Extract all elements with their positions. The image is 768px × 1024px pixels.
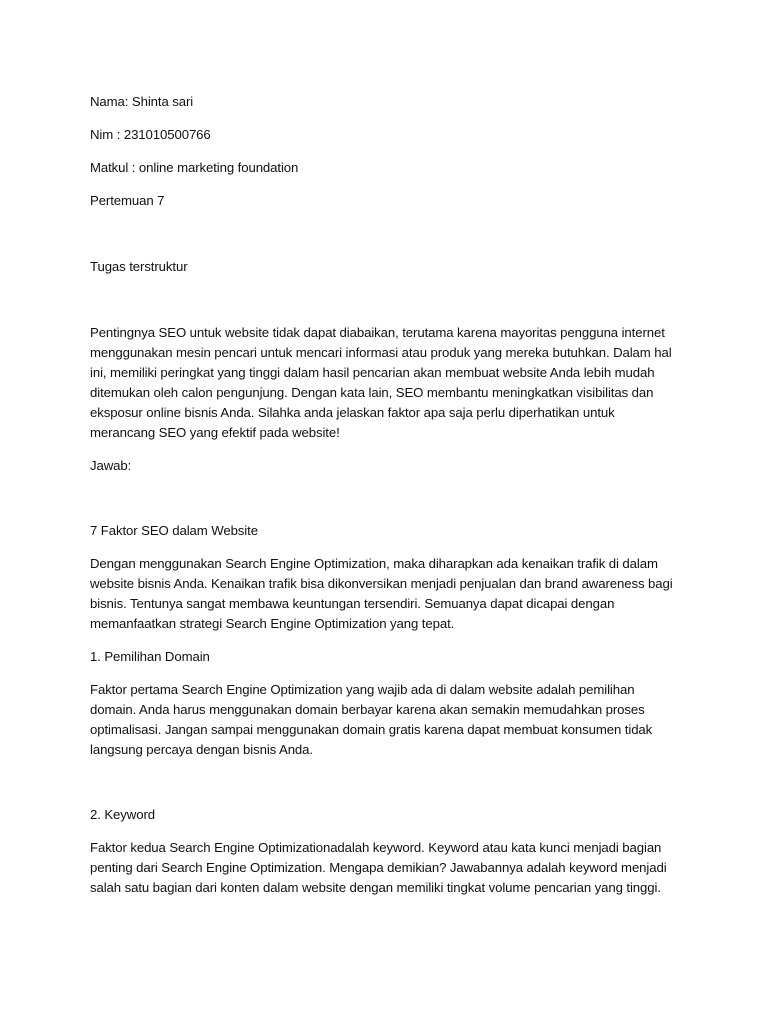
factor-1-body: Faktor pertama Search Engine Optimization yang wajib ada di dalam website adalah pemilihan domain. Anda harus menggunakan domain berbayar karena akan semakin memudahkan proses optimalisasi. Jangan sampai menggunakan domain gratis karena dapat membuat konsumen tidak langsung percaya dengan bisnis Anda.: [90, 682, 653, 757]
answer-heading: 7 Faktor SEO dalam Website: [90, 523, 258, 538]
meeting-number: Pertemuan 7: [90, 193, 165, 208]
document-body: [90, 92, 675, 898]
factor-2-title: 2. Keyword: [90, 807, 155, 822]
course-name: Matkul : online marketing foundation: [90, 160, 299, 175]
student-name: Nama: Shinta sari: [90, 94, 194, 109]
factor-1-title: 1. Pemilihan Domain: [90, 649, 210, 664]
assignment-question: Pentingnya SEO untuk website tidak dapat diabaikan, terutama karena mayoritas pengguna internet menggunakan mesin pencari untuk mencari informasi atau produk yang mereka butuhkan. Dalam hal ini, memiliki peringkat yang tinggi dalam hasil pencarian akan membuat website Anda lebih mudah ditemukan oleh calon pengunjung. Dengan kata lain, SEO membantu meningkatkan visibilitas dan eksposur online bisnis Anda. Silahka anda jelaskan faktor apa saja perlu diperhatikan untuk merancang SEO yang efektif pada website!: [90, 325, 672, 440]
factor-2-body: Faktor kedua Search Engine Optimizationadalah keyword. Keyword atau kata kunci menjadi bagian penting dari Search Engine Optimization. Mengapa demikian? Jawabannya adalah keyword menjadi salah satu bagian dari konten dalam website dengan memiliki tingkat volume pencarian yang tinggi.: [90, 840, 667, 895]
student-nim: Nim : 231010500766: [90, 127, 211, 142]
answer-intro: Dengan menggunakan Search Engine Optimization, maka diharapkan ada kenaikan trafik di dalam website bisnis Anda. Kenaikan trafik bisa dikonversikan menjadi penjualan dan brand awareness bagi bisnis. Tentunya sangat membawa keuntungan tersendiri. Semuanya dapat dicapai dengan memanfaatkan strategi Search Engine Optimization yang tepat.: [90, 556, 673, 631]
assignment-title: Tugas terstruktur: [90, 259, 188, 274]
answer-label: Jawab:: [90, 458, 132, 473]
